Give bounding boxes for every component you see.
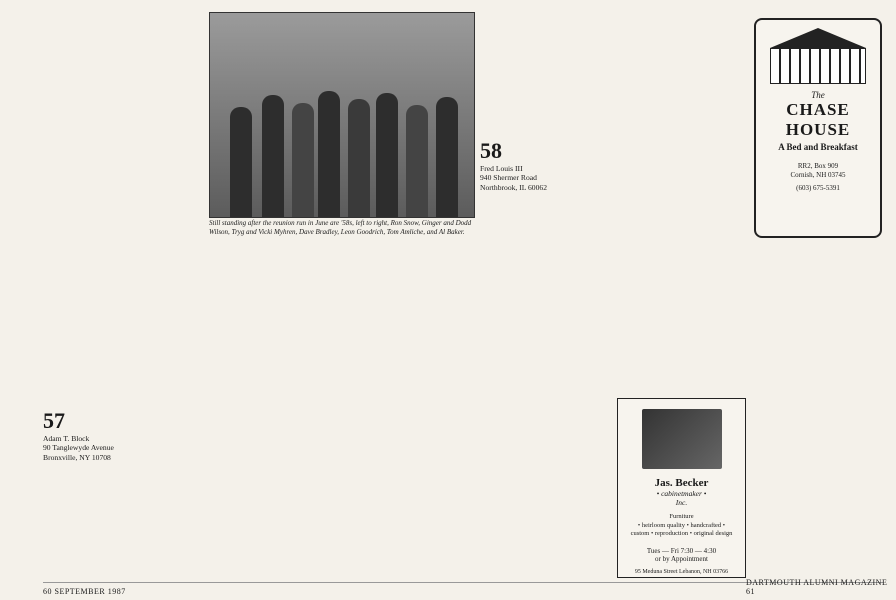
ad-address: RR2, Box 909 Cornish, NH 03745	[790, 162, 846, 179]
reunion-photo	[209, 12, 475, 218]
becker-ad	[617, 398, 746, 578]
footer-right: DARTMOUTH ALUMNI MAGAZINE 61	[746, 578, 888, 596]
ad-items: Furniture • heirloom quality • handcrafted • custom • reproduction • original design	[630, 513, 733, 537]
ad-title: CHASE HOUSE	[785, 100, 851, 139]
furniture-illustration-icon	[642, 409, 722, 469]
class-number: 58	[480, 138, 502, 163]
house-illustration-icon	[770, 28, 866, 84]
column-4	[480, 6, 608, 198]
ad-tagline: A Bed and Breakfast	[778, 142, 858, 152]
class-number: 57	[43, 408, 65, 433]
class-secretary-address: Fred Louis III 940 Shermer Road Northbrook, IL 60062	[480, 164, 547, 192]
ad-phone: (603) 675-5391	[796, 184, 840, 192]
chase-house-ad	[754, 18, 882, 238]
ad-subtitle: • cabinetmaker • Inc.	[656, 489, 707, 507]
column-1	[43, 6, 199, 468]
ad-hours: Tues — Fri 7:30 — 4:30 or by Appointment	[646, 546, 717, 563]
photo-caption: Still standing after the reunion run in June are '58s, left to right, Ron Snow, Ginger and Dodd Wilson, Tryg and Vicki Myhren, Dave Bradley, Leon Goodrich, Tom Amliche, and Al Baker.	[209, 219, 472, 236]
footer-left: 60 SEPTEMBER 1987	[43, 587, 126, 596]
ad-title: Jas. Becker	[654, 477, 709, 489]
class-secretary-address: Adam T. Block 90 Tanglewyde Avenue Bronxville, NY 10708	[43, 434, 114, 462]
ad-address: 95 Meduna Street Lebanon, NH 03766	[634, 568, 729, 575]
ad-prefix: The	[811, 90, 825, 100]
